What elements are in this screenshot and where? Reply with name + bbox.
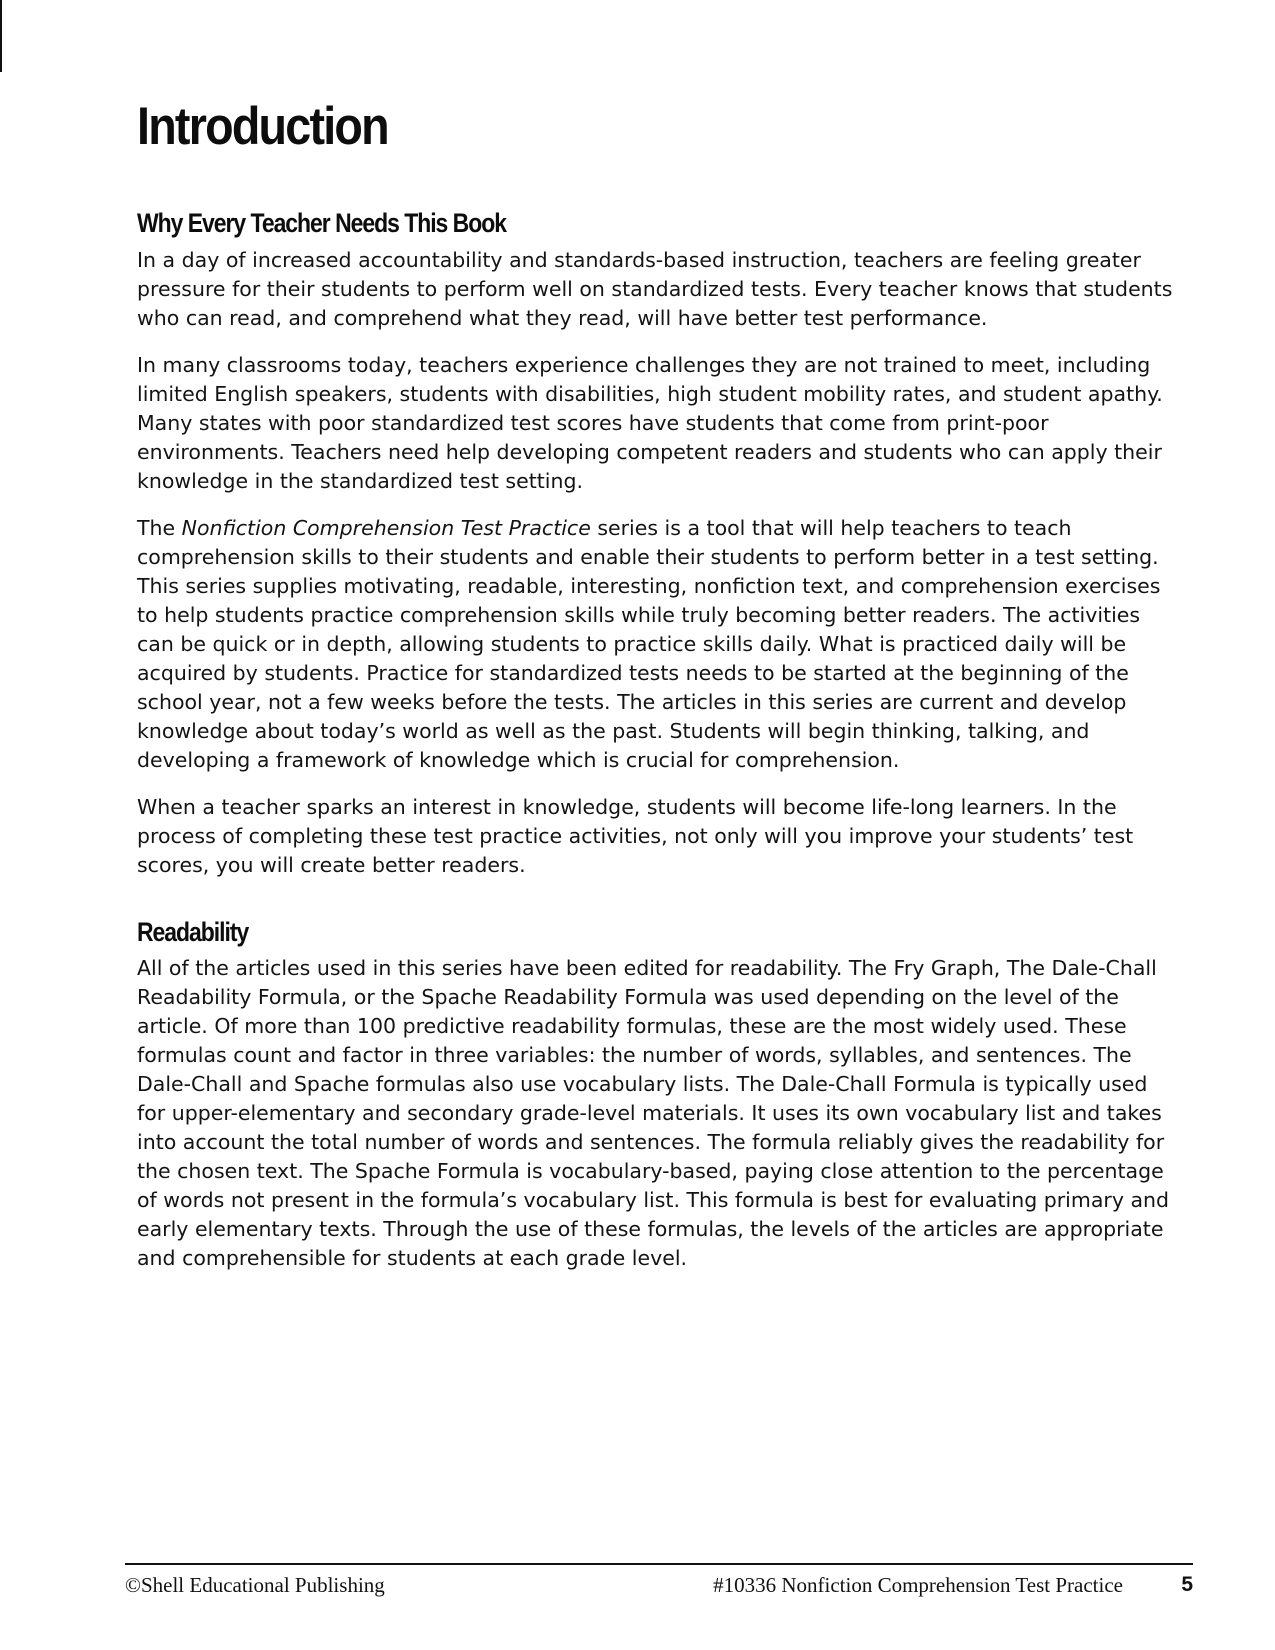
paragraph-why-4: When a teacher sparks an interest in knowledge, students will become life-long learners. In the process of completing these test practice activities, not only will you improve your students’ test scores, you will create better readers. — [137, 794, 1134, 877]
page-number: 5 — [1181, 1573, 1193, 1596]
paragraph-why-3 — [137, 514, 1182, 775]
paragraph-why-3-after: series is a tool that will help teachers to teach comprehension skills to their students and enable their students to perform better in a test setting. This series supplies motivating, readable, interesting, nonfiction text, and comprehension exercises to help students practice comprehension skills while truly becoming better readers. The activities can be quick or in depth, allowing students to practice skills daily. What is practiced daily will be acquired by students. Practice for standardized tests needs to be started at the beginning of the school year, not a few weeks before the tests. The articles in this series are current and develop knowledge about today’s world as well as the past. Students will begin thinking, talking, and developing a framework of knowledge which is crucial for comprehension. — [137, 515, 1161, 772]
series-title-italic: Nonfiction Comprehension Test Practice — [181, 515, 591, 540]
paragraph-why-1: In a day of increased accountability and standards-based instruction, teachers are feeling greater pressure for their students to perform well on standardized tests. Every teacher knows that students who can read, and comprehend what they read, will have better test performance. — [137, 247, 1173, 330]
page-title: Introduction — [137, 97, 388, 156]
footer-rule — [125, 1563, 1193, 1565]
footer-publisher: ©Shell Educational Publishing — [125, 1573, 385, 1597]
page-content — [137, 97, 1182, 1291]
section-heading-readability: Readability — [137, 916, 249, 947]
section-heading-why-every-teacher: Why Every Teacher Needs This Book — [137, 208, 506, 238]
paragraph-why-2: In many classrooms today, teachers experience challenges they are not trained to meet, including limited English speakers, students with disabilities, high student mobility rates, and student apathy. Many states with poor standardized test scores have students that come from print-poor environments. Teachers need help developing competent readers and students who can apply their knowledge in the standardized test setting. — [137, 352, 1163, 493]
paragraph-readability-1: All of the articles used in this series have been edited for readability. The Fry Graph, The Dale-Chall Readability Formula, or the Spache Readability Formula was used depending on the level of the article. Of more than 100 predictive readability formulas, these are the most widely used. These formulas count and factor in three variables: the number of words, syllables, and sentences. The Dale-Chall and Spache formulas also use vocabulary lists. The Dale-Chall Formula is typically used for upper-elementary and secondary grade-level materials. It uses its own vocabulary list and takes into account the total number of words and sentences. The formula reliably gives the readability for the chosen text. The Spache Formula is vocabulary-based, paying close attention to the percentage of words not present in the formula’s vocabulary list. This formula is best for evaluating primary and early elementary texts. Through the use of these formulas, the levels of the articles are appropriate and comprehensible for students at each grade level. — [137, 956, 1170, 1271]
crop-mark — [0, 0, 2, 72]
page-footer — [125, 1573, 1193, 1603]
paragraph-why-3-before: The — [137, 515, 182, 540]
footer-book-title: #10336 Nonfiction Comprehension Test Practice — [713, 1573, 1123, 1597]
